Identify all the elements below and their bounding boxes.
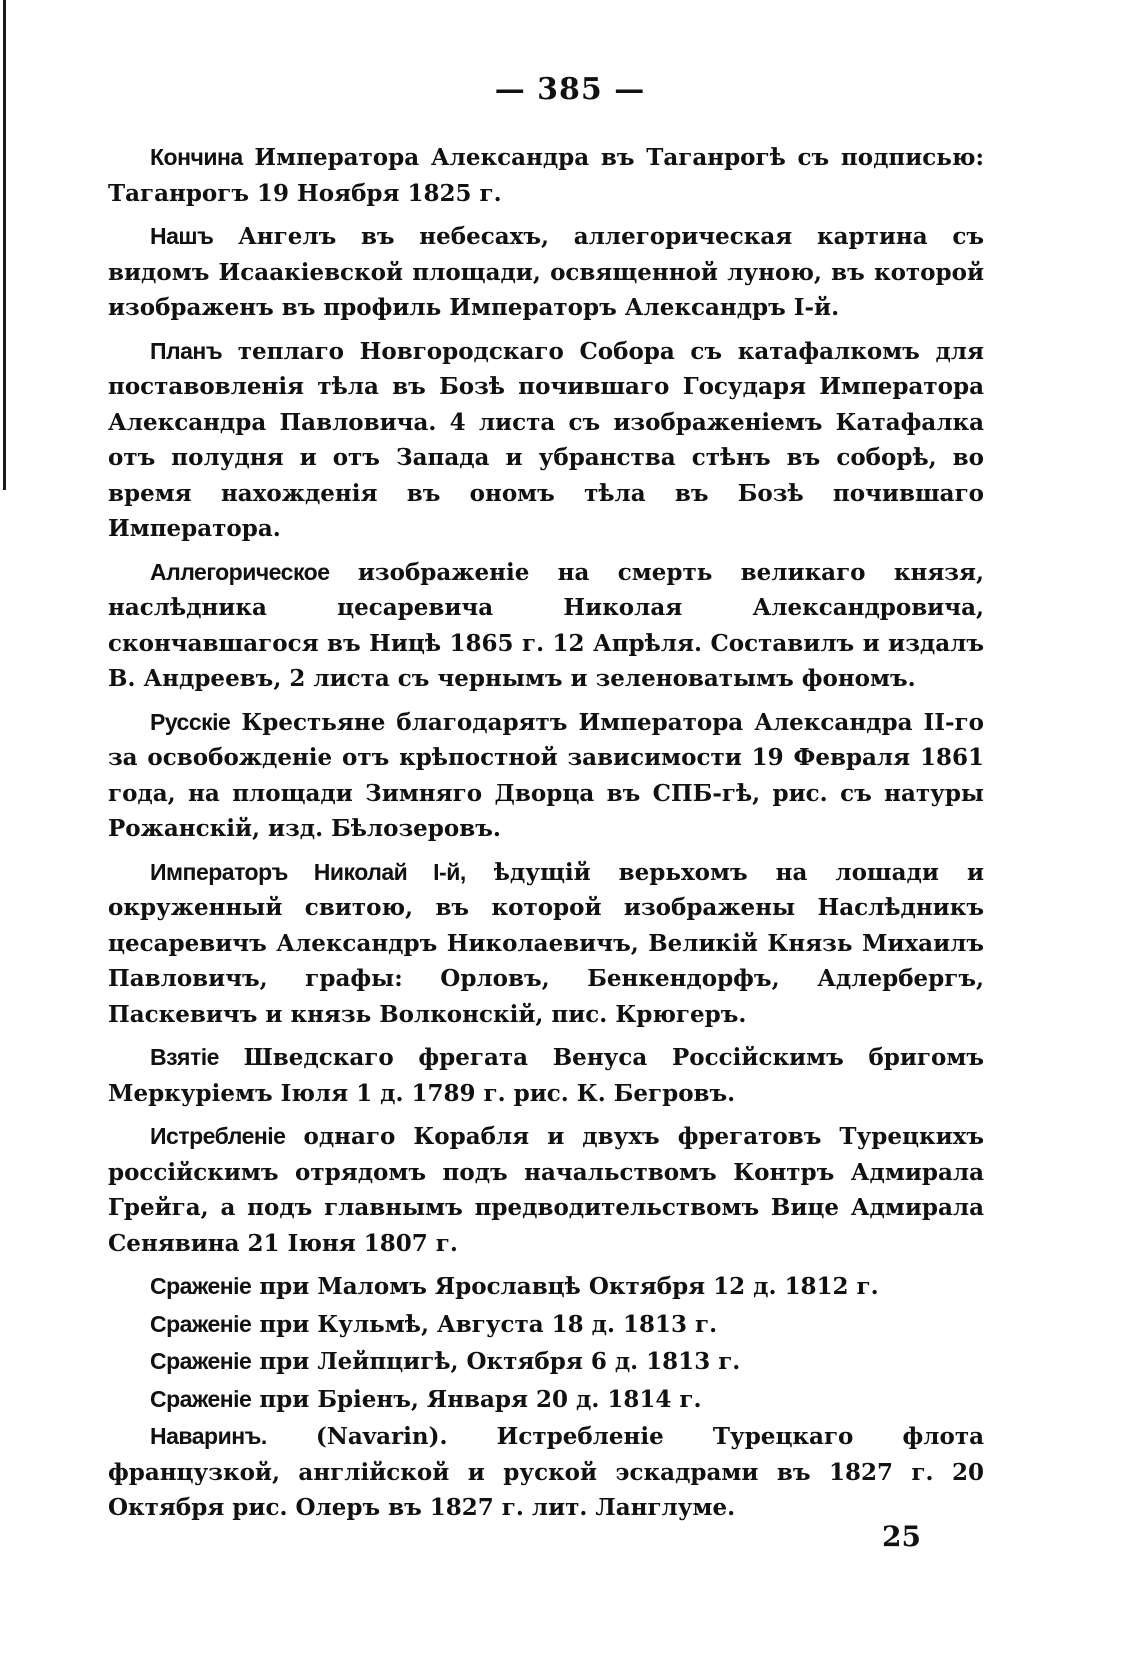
catalog-entry: [108, 555, 984, 697]
catalog-entry: [108, 1040, 984, 1111]
catalog-entry: [108, 1419, 984, 1526]
entry-title: Наваринъ.: [150, 1423, 267, 1449]
signature-mark: 25: [882, 1520, 921, 1553]
entry-text: при Кульмѣ, Августа 18 д. 1813 г.: [251, 1310, 718, 1338]
entry-title: Сраженіе: [150, 1310, 252, 1337]
entry-title: Сраженіе: [150, 1273, 252, 1299]
entry-text: при Бріенъ, Января 20 д. 1814 г.: [251, 1385, 702, 1413]
entry-text: Крестьяне благодарятъ Императора Александра II-го за освобожденіе отъ крѣпостной зависимости 19 Февраля 1861 года, на площади Зимняго Дворца въ СПБ-гѣ, рис. съ натуры Рожанскій, изд. Бѣлозеровъ.: [108, 708, 984, 842]
entry-text: изображеніе на смерть великаго князя, наслѣдника цесаревича Николая Александровича, скончавшагося въ Ницѣ 1865 г. 12 Апрѣля. Составилъ и издалъ В. Андреевъ, 2 листа съ чернымъ и зеленоватымъ фономъ.: [108, 558, 984, 692]
entry-text: при Лейпцигѣ, Октября 6 д. 1813 г.: [251, 1348, 741, 1375]
entry-text: однаго Корабля и двухъ фрегатовъ Турецкихъ россійскимъ отрядомъ подъ начальствомъ Контръ Адмирала Грейга, а подъ главнымъ предводительствомъ Вице Адмирала Сенявина 21 Іюня 1807 г.: [108, 1123, 984, 1257]
entry-text: (Navarin). Истребленіе Турецкаго флота французкой, англійской и руской эскадрами въ 1827 г. 20 Октября рис. Олеръ въ 1827 г. лит. Ланглуме.: [108, 1423, 984, 1521]
catalog-entry: [108, 705, 984, 847]
catalog-entry: [108, 1344, 984, 1380]
entry-title: Русскіе: [150, 708, 231, 735]
entry-text: теплаго Новгородскаго Собора съ катафалкомъ для поставовленія тѣла въ Бозѣ почившаго Государя Императора Александра Павловича. 4 листа съ изображеніемъ Катафалка отъ полудня и отъ Запада и убранства стѣнъ въ соборѣ, во время нахожденія въ ономъ тѣла въ Бозѣ почившаго Императора.: [108, 337, 984, 542]
page-number: — 385 —: [494, 72, 646, 107]
entry-title: Взятіе: [150, 1044, 219, 1070]
entry-title: Кончина: [150, 144, 243, 170]
entry-text: Ангелъ въ небесахъ, аллегорическая картина съ видомъ Исаакіевской площади, освященной луною, въ которой изображенъ въ профиль Императоръ Александръ I-й.: [108, 223, 984, 321]
catalog-entry: [108, 1307, 984, 1343]
entry-title: Нашъ: [150, 223, 214, 249]
entry-title: Сраженіе: [150, 1385, 252, 1412]
catalog-entry: [108, 334, 984, 547]
catalog-entry: [108, 855, 984, 1033]
catalog-entry: [108, 1119, 984, 1261]
catalog-entry: [108, 140, 984, 211]
entry-text: ѣдущій верьхомъ на лошади и окруженный свитою, въ которой изображены Наслѣдникъ цесаревичъ Александръ Николаевичъ, Великій Князь Михаилъ Павловичъ, графы: Орловъ, Бенкендорфъ, Адлербергъ, Паскевичъ и князь Волконскій, пис. Крюгеръ.: [108, 858, 985, 1028]
catalog-entries: [108, 140, 984, 1534]
entry-title: Императоръ Николай I-й,: [150, 858, 466, 885]
entry-title: Планъ: [150, 337, 223, 364]
entry-text: при Маломъ Ярославцѣ Октября 12 д. 1812 г.: [251, 1273, 879, 1300]
catalog-entry: [108, 1269, 984, 1305]
entry-title: Сраженіе: [150, 1348, 252, 1374]
entry-text: Императора Александра въ Таганрогѣ съ подписью: Таганрогъ 19 Ноября 1825 г.: [108, 144, 984, 207]
catalog-entry: [108, 219, 984, 326]
catalog-entry: [108, 1382, 984, 1418]
entry-text: Шведскаго фрегата Венуса Россійскимъ бригомъ Меркуріемъ Іюля 1 д. 1789 г. рис. К. Бегровъ.: [108, 1044, 984, 1107]
entry-title: Аллегорическое: [150, 558, 330, 585]
entry-title: Истребленіе: [150, 1123, 286, 1149]
